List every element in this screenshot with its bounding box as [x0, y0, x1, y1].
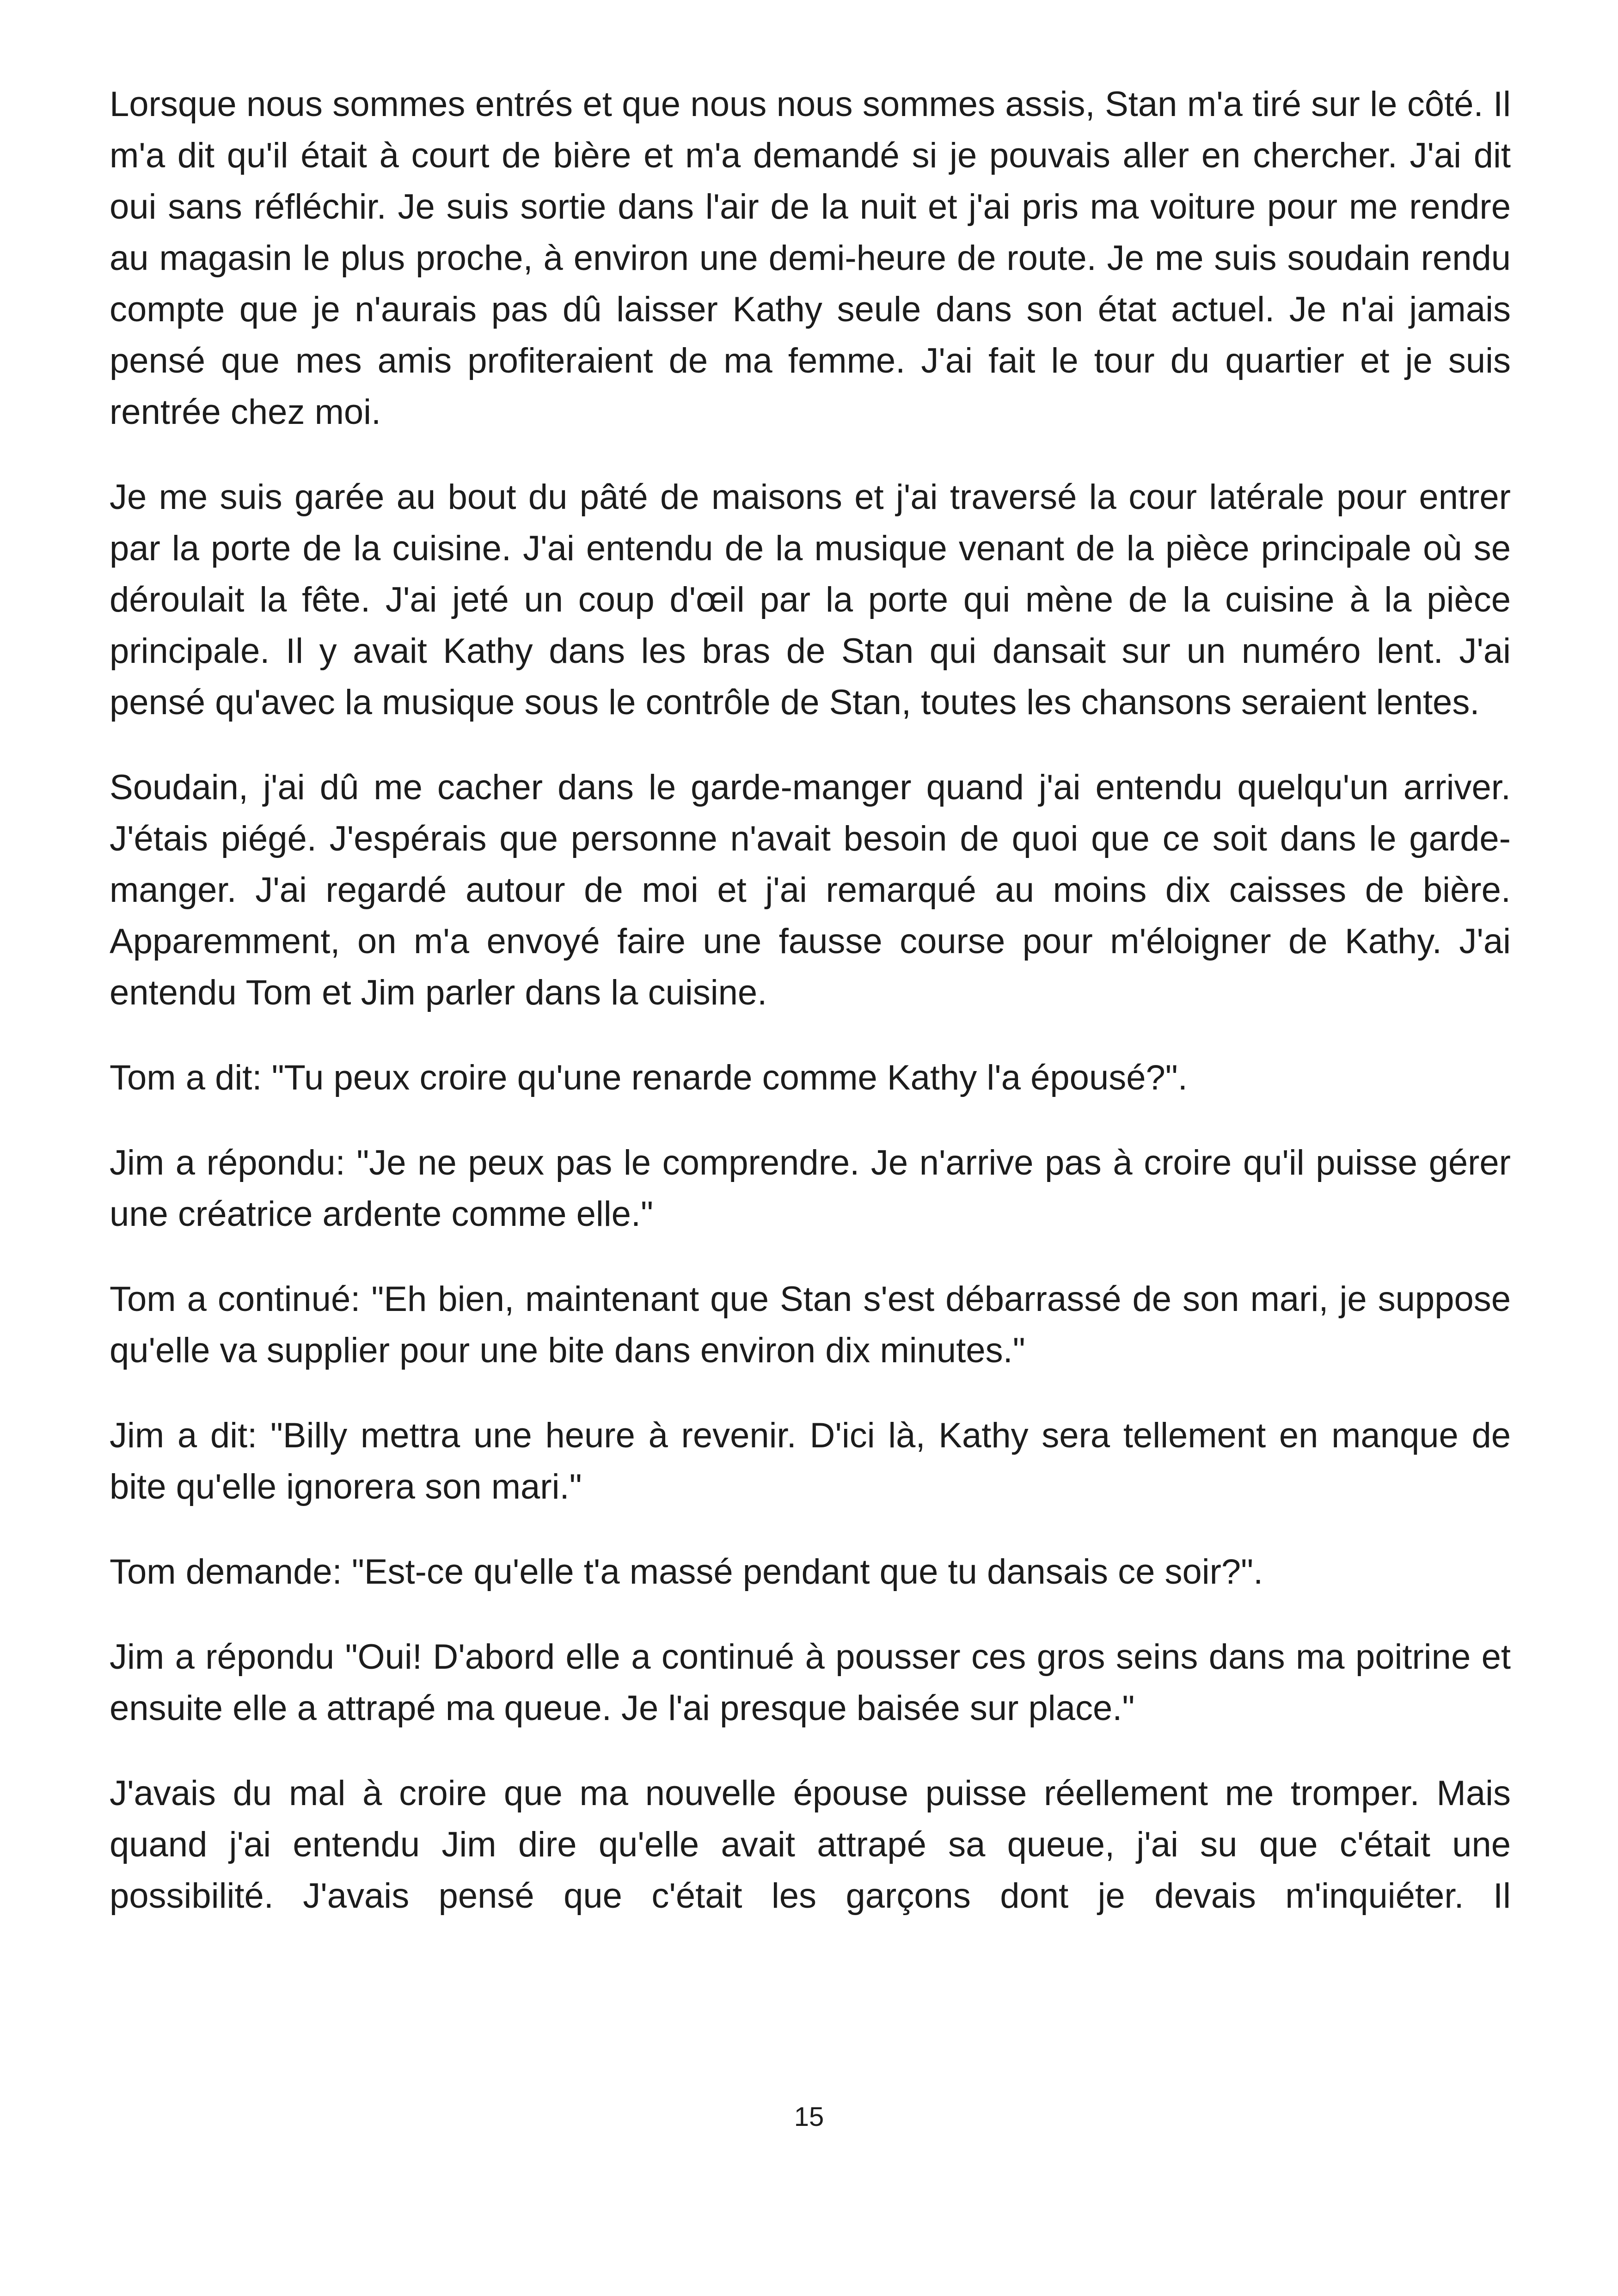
paragraph: Jim a dit: "Billy mettra une heure à revenir. D'ici là, Kathy sera tellement en manque de bite qu'elle ignorera son mari.": [110, 1416, 1511, 1506]
paragraph: Tom a dit: "Tu peux croire qu'une renarde comme Kathy l'a épousé?".: [110, 1058, 1188, 1097]
paragraph: Jim a répondu "Oui! D'abord elle a continué à pousser ces gros seins dans ma poitrine et ensuite elle a attrapé ma queue. Je l'ai presque baisée sur place.": [110, 1637, 1511, 1728]
body-text: [110, 79, 1511, 1922]
paragraph: Tom demande: "Est-ce qu'elle t'a massé pendant que tu dansais ce soir?".: [110, 1552, 1263, 1592]
paragraph: Lorsque nous sommes entrés et que nous nous sommes assis, Stan m'a tiré sur le côté. Il m'a dit qu'il était à court de bière et m'a demandé si je pouvais aller en chercher. J'ai dit oui sans réfléchir. Je suis sortie dans l'air de la nuit et j'ai pris ma voiture pour me rendre au magasin le plus proche, à environ une demi-heure de route. Je me suis soudain rendu compte que je n'aurais pas dû laisser Kathy seule dans son état actuel. Je n'ai jamais pensé que mes amis profiteraient de ma femme. J'ai fait le tour du quartier et je suis rentrée chez moi.: [110, 85, 1511, 432]
paragraph: Je me suis garée au bout du pâté de maisons et j'ai traversé la cour latérale pour entrer par la porte de la cuisine. J'ai entendu de la musique venant de la pièce principale où se déroulait la fête. J'ai jeté un coup d'œil par la porte qui mène de la cuisine à la pièce principale. Il y avait Kathy dans les bras de Stan qui dansait sur un numéro lent. J'ai pensé qu'avec la musique sous le contrôle de Stan, toutes les chansons seraient lentes.: [110, 478, 1511, 722]
paragraph: J'avais du mal à croire que ma nouvelle épouse puisse réellement me tromper. Mais quand j'ai entendu Jim dire qu'elle avait attrapé sa queue, j'ai su que c'était une possibilité. J'avais pensé que c'était les garçons dont je devais m'inquiéter. Il: [110, 1774, 1511, 1916]
paragraph: Jim a répondu: "Je ne peux pas le comprendre. Je n'arrive pas à croire qu'il puisse gérer une créatrice ardente comme elle.": [110, 1143, 1511, 1234]
paragraph: Tom a continué: "Eh bien, maintenant que Stan s'est débarrassé de son mari, je suppose qu'elle va supplier pour une bite dans environ dix minutes.": [110, 1280, 1511, 1370]
page-number: 15: [794, 2102, 824, 2132]
paragraph: Soudain, j'ai dû me cacher dans le garde-manger quand j'ai entendu quelqu'un arriver. J'étais piégé. J'espérais que personne n'avait besoin de quoi que ce soit dans le garde-manger. J'ai regardé autour de moi et j'ai remarqué au moins dix caisses de bière. Apparemment, on m'a envoyé faire une fausse course pour m'éloigner de Kathy. J'ai entendu Tom et Jim parler dans la cuisine.: [110, 768, 1511, 1012]
